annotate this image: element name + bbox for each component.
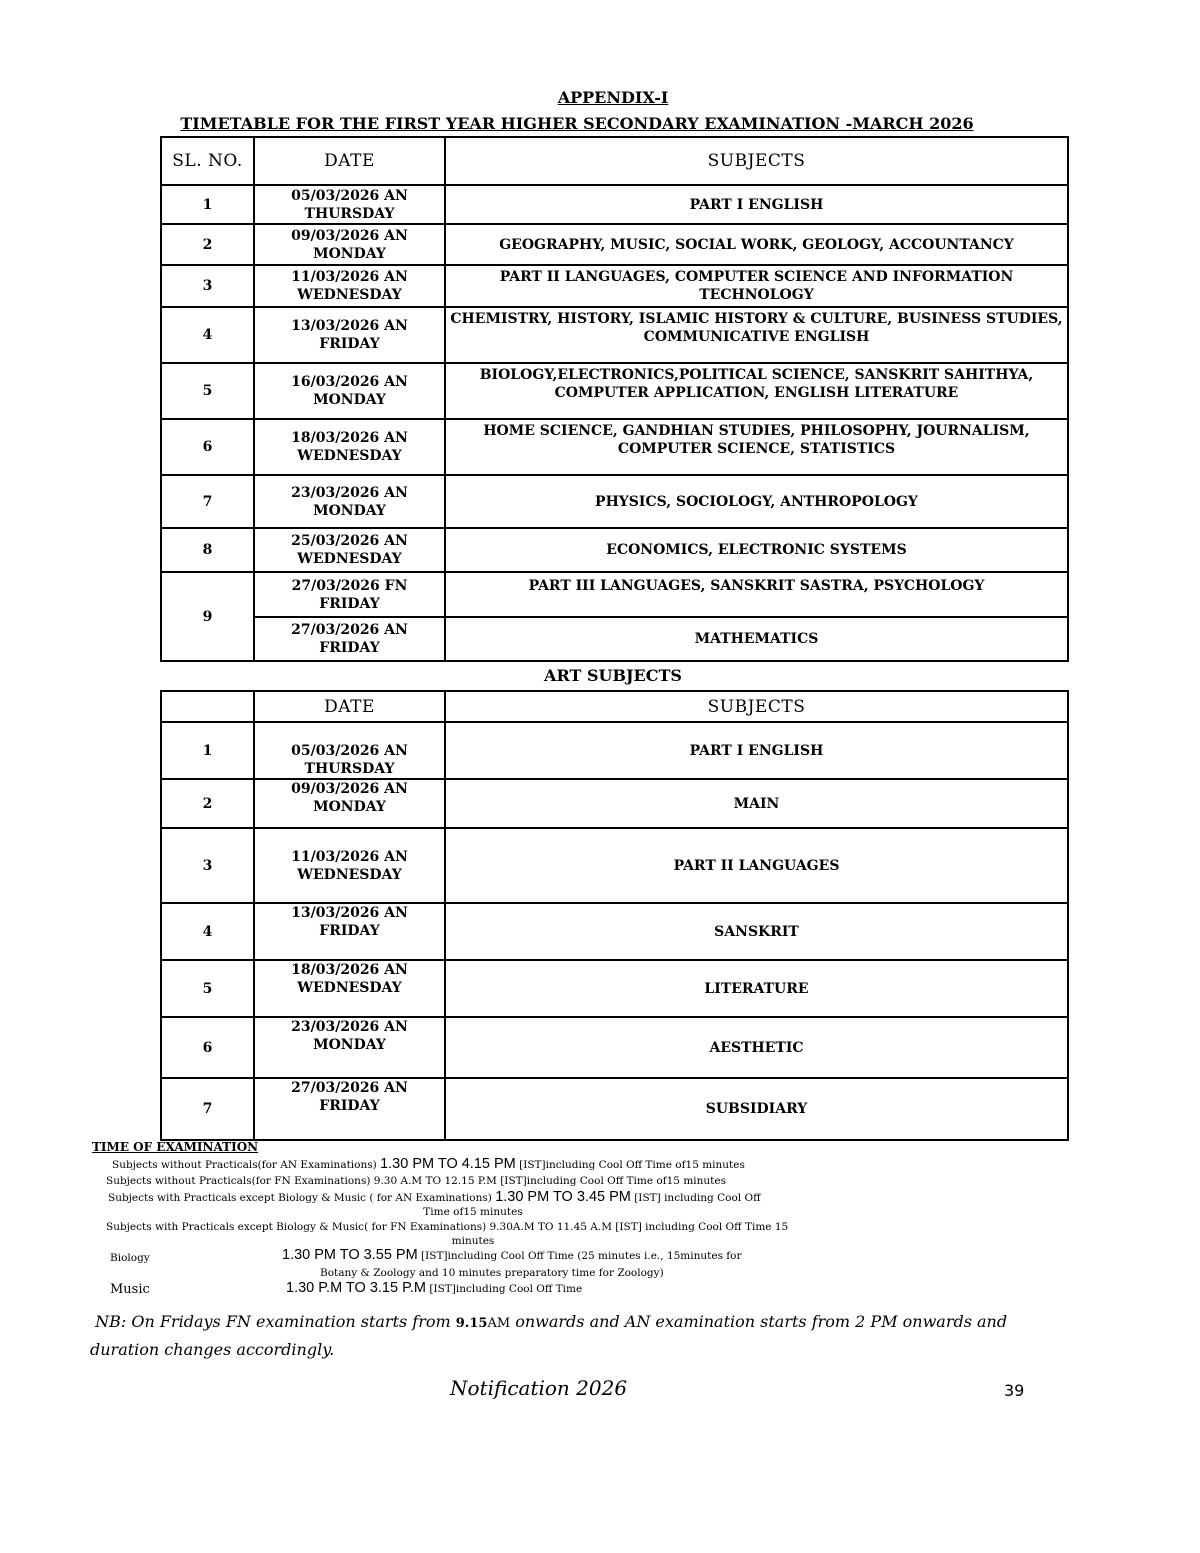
subjects-cell: HOME SCIENCE, GANDHIAN STUDIES, PHILOSOPHY, JOURNALISM, COMPUTER SCIENCE, STATISTICS [445,419,1068,475]
exam-day: FRIDAY [319,595,380,612]
time-line-4-cont: minutes [451,1235,495,1247]
sl-no: 5 [161,363,254,419]
subjects-cell: PART II LANGUAGES, COMPUTER SCIENCE AND INFORMATION TECHNOLOGY [445,265,1068,307]
exam-date: 25/03/2026 AN [291,533,408,549]
exam-date: 23/03/2026 AN [291,484,408,501]
art-subjects-title: ART SUBJECTS [544,666,682,685]
table-row [161,572,1068,617]
date-cell [254,572,445,617]
exam-date: 23/03/2026 AN [291,1019,408,1035]
exam-date: 09/03/2026 AN [291,781,408,797]
table-header-row [161,137,1068,185]
table-header-row [161,691,1068,722]
nb-part1: NB: On Fridays FN examination starts from [95,1312,451,1331]
subjects-cell: BIOLOGY,ELECTRONICS,POLITICAL SCIENCE, SANSKRIT SAHITHYA, COMPUTER APPLICATION, ENGLISH LITERATURE [445,363,1068,419]
nb-am: AM [487,1316,511,1331]
exam-date: 18/03/2026 AN [291,962,408,978]
sl-no: 6 [161,419,254,475]
time-line-1 [112,1157,745,1172]
date-cell [254,265,445,307]
subjects-cell: PART I ENGLISH [445,722,1068,779]
subjects-cell: PART II LANGUAGES [445,828,1068,903]
sl-no-header: SL. NO. [161,137,254,185]
exam-day: MONDAY [313,245,386,262]
subjects-header: SUBJECTS [445,691,1068,722]
biology-line [282,1248,742,1263]
sl-no: 3 [161,265,254,307]
exam-day: FRIDAY [319,923,380,939]
subjects-cell: MAIN [445,779,1068,828]
subjects-cell: ECONOMICS, ELECTRONIC SYSTEMS [445,528,1068,572]
exam-day: FRIDAY [319,640,380,656]
sl-no: 4 [161,903,254,960]
time-of-exam-title: TIME OF EXAMINATION [92,1140,259,1154]
time-line-1-note: [IST]including Cool Off Time of15 minutes [519,1159,745,1171]
sl-no: 9 [161,572,254,661]
exam-date: 13/03/2026 AN [291,905,408,921]
sl-no: 8 [161,528,254,572]
time-line-4: Subjects with Practicals except Biology & Music( for FN Examinations) 9.30A.M TO 11.45 A.M [IST] including Cool Off Time 15 [106,1221,789,1233]
table-row [161,617,1068,661]
exam-day: THURSDAY [304,205,395,222]
date-cell [254,185,445,224]
sl-no: 6 [161,1017,254,1078]
time-line-2: Subjects without Practicals(for FN Examinations) 9.30 A.M TO 12.15 P.M [IST]including Cool Off Time of15 minutes [106,1175,726,1187]
exam-day: WEDNESDAY [297,866,402,883]
biology-note: [IST]including Cool Off Time (25 minutes i.e., 15minutes for [421,1250,742,1262]
time-line-1-time: 1.30 PM TO 4.15 PM [380,1156,516,1172]
date-cell [254,224,445,265]
table-row [161,224,1068,265]
sl-no: 3 [161,828,254,903]
sl-no: 7 [161,475,254,528]
exam-date: 27/03/2026 AN [291,1080,408,1096]
music-note: [IST]including Cool Off Time [429,1283,583,1295]
sl-no: 7 [161,1078,254,1140]
sl-no: 1 [161,185,254,224]
table-row [161,903,1068,960]
table-row [161,828,1068,903]
table-row [161,363,1068,419]
table-row [161,475,1068,528]
table-row [161,960,1068,1017]
nb-part2: onwards and AN examination starts from 2 PM onwards and duration changes accordingly. [90,1312,1008,1359]
table-row [161,185,1068,224]
sl-no: 2 [161,779,254,828]
page-number: 39 [1004,1381,1025,1400]
date-cell [254,363,445,419]
subjects-cell: PART III LANGUAGES, SANSKRIT SASTRA, PSYCHOLOGY [445,572,1068,617]
exam-date: 16/03/2026 AN [291,374,408,390]
exam-day: MONDAY [313,799,386,815]
subjects-cell: CHEMISTRY, HISTORY, ISLAMIC HISTORY & CULTURE, BUSINESS STUDIES, COMMUNICATIVE ENGLISH [445,307,1068,363]
table-row [161,1017,1068,1078]
time-line-3-note: [IST] including Cool Off [634,1192,761,1204]
exam-day: MONDAY [313,502,386,519]
date-cell [254,528,445,572]
nb-note [90,1309,1030,1363]
art-timetable [160,690,1069,1141]
exam-day: FRIDAY [319,336,380,352]
sl-no: 4 [161,307,254,363]
exam-day: WEDNESDAY [297,980,402,996]
exam-day: WEDNESDAY [297,448,402,464]
date-cell [254,419,445,475]
sl-no: 1 [161,722,254,779]
time-line-1-label: Subjects without Practicals(for AN Examinations) [112,1159,377,1171]
table-row [161,265,1068,307]
subjects-header: SUBJECTS [445,137,1068,185]
subjects-cell: PHYSICS, SOCIOLOGY, ANTHROPOLOGY [445,475,1068,528]
exam-date: 27/03/2026 FN [291,577,408,594]
date-cell [254,307,445,363]
subjects-cell: LITERATURE [445,960,1068,1017]
exam-day: WEDNESDAY [297,551,402,567]
biology-note-cont: Botany & Zoology and 10 minutes preparatory time for Zoology) [320,1267,664,1279]
exam-date: 27/03/2026 AN [291,622,408,638]
date-cell [254,828,445,903]
date-cell [254,475,445,528]
timetable-title: TIMETABLE FOR THE FIRST YEAR HIGHER SECONDARY EXAMINATION -MARCH 2026 [180,114,974,133]
subjects-cell: AESTHETIC [445,1017,1068,1078]
date-cell [254,1017,445,1078]
exam-date: 05/03/2026 AN [291,187,408,204]
exam-date: 11/03/2026 AN [291,269,408,285]
exam-date: 11/03/2026 AN [291,848,408,865]
music-time: 1.30 P.M TO 3.15 P.M [286,1280,426,1296]
science-timetable [160,136,1069,662]
subjects-cell: SANSKRIT [445,903,1068,960]
biology-label: Biology [110,1252,150,1264]
nb-time: 9.15 [455,1316,488,1331]
table-row [161,528,1068,572]
footer-notification: Notification 2026 [450,1376,628,1400]
date-cell [254,779,445,828]
appendix-title: APPENDIX-I [557,88,669,107]
exam-day: MONDAY [313,392,386,408]
date-cell [254,960,445,1017]
biology-time: 1.30 PM TO 3.55 PM [282,1247,418,1263]
exam-day: MONDAY [313,1037,386,1053]
sl-no-header [161,691,254,722]
time-line-3-label: Subjects with Practicals except Biology & Music ( for AN Examinations) [108,1192,492,1204]
date-cell [254,1078,445,1140]
time-line-3 [108,1190,761,1205]
exam-day: FRIDAY [319,1098,380,1114]
exam-day: THURSDAY [304,761,395,777]
subjects-cell: GEOGRAPHY, MUSIC, SOCIAL WORK, GEOLOGY, ACCOUNTANCY [445,224,1068,265]
subjects-cell: PART I ENGLISH [445,185,1068,224]
table-row [161,307,1068,363]
subjects-cell: SUBSIDIARY [445,1078,1068,1140]
table-row [161,1078,1068,1140]
sl-no: 5 [161,960,254,1017]
date-cell [254,722,445,779]
time-line-3-time: 1.30 PM TO 3.45 PM [495,1189,631,1205]
exam-date: 13/03/2026 AN [291,318,408,334]
subjects-cell: MATHEMATICS [445,617,1068,661]
music-line [286,1281,582,1296]
music-label: Music [110,1282,150,1297]
exam-day: WEDNESDAY [297,287,402,303]
table-row [161,419,1068,475]
date-cell [254,903,445,960]
time-line-3-cont: Time of15 minutes [423,1206,523,1218]
table-row [161,722,1068,779]
date-header: DATE [254,137,445,185]
exam-date: 18/03/2026 AN [291,430,408,446]
date-header: DATE [254,691,445,722]
sl-no: 2 [161,224,254,265]
date-cell [254,617,445,661]
table-row [161,779,1068,828]
exam-date: 05/03/2026 AN [291,743,408,759]
exam-date: 09/03/2026 AN [291,227,408,244]
